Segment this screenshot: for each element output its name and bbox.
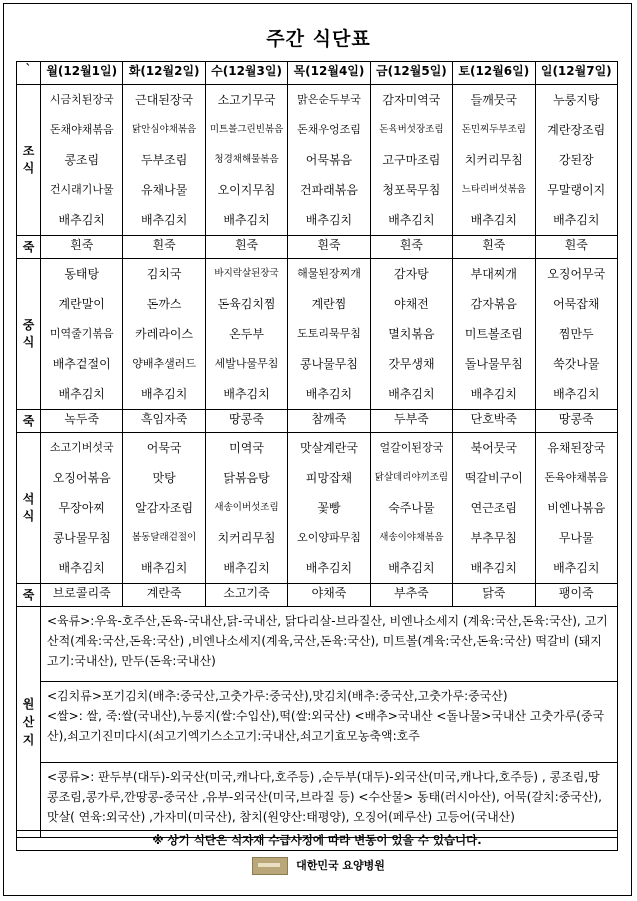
dish-item: 온두부 — [229, 327, 264, 341]
dish-item: 배추김치 — [553, 387, 600, 401]
dish-item: 배추김치 — [58, 387, 105, 401]
meal-cell — [41, 85, 123, 236]
dish-item: 돌나물무침 — [464, 357, 523, 371]
dish-item: 미트볼그린빈볶음 — [209, 124, 284, 135]
label-char: 석 — [22, 492, 35, 506]
dish-item: 돈육야채볶음 — [544, 471, 609, 484]
origin-beans-text: <콩류>: 판두부(대두)-외국산(미국,캐나다,호주등) ,순두부(대두)-외국산(미국,캐나다,호주등) , 콩조림,땅콩조림,콩가루,깐땅콩-중국산 ,유부-외국산(미국,브라질 등) <수산물> 동태(러시아산), 어묵(갈치:중국산), 맛살( 연육:외국산) ,가자미(미국산), 참치(원양산:태평양), 오징어(페루산) 고등어(국내산) — [47, 770, 602, 824]
meal-cell — [288, 433, 370, 584]
meal-cell — [453, 85, 535, 236]
dish-item: 배추김치 — [140, 561, 188, 575]
breakfast-juk-row — [17, 236, 618, 259]
dish-item: 돈채야채볶음 — [49, 123, 114, 136]
origin-rice-text: <쌀>: 쌀, 죽:쌀(국내산),누룽지(쌀:수입산),떡(쌀:외국산) <배추>국내산 <돌나물>국내산 고춧가루(중국산),쇠고기진미다시(쇠고기엑기스소고기:국내산,쇠고기효모농축액:호주 — [47, 709, 605, 743]
dinner-label — [17, 433, 41, 584]
dish-item: 배추김치 — [553, 561, 600, 575]
lunch-label — [17, 259, 41, 410]
meal-cell — [41, 259, 123, 410]
label-char: 중 — [22, 318, 35, 332]
dish-item: 오이양파무침 — [297, 531, 361, 544]
dish-item: 어묵볶음 — [305, 153, 353, 167]
juk-item: 흰죽 — [453, 236, 535, 259]
dish-item: 배추김치 — [140, 213, 188, 227]
dish-item: 맛탕 — [152, 471, 176, 485]
juk-item: 계란죽 — [123, 584, 205, 607]
meal-cell — [41, 433, 123, 584]
dish-item: 닭안심야채볶음 — [132, 124, 197, 135]
meal-cell — [205, 433, 287, 584]
dish-item: 청포묵무침 — [382, 183, 441, 197]
dish-item: 김치국 — [146, 267, 182, 281]
dish-item: 돈채우엉조림 — [297, 123, 361, 136]
origin-row — [17, 682, 618, 763]
dish-item: 유채나물 — [140, 183, 188, 197]
dish-item: 부대찌개 — [470, 267, 517, 281]
dish-item: 동태탕 — [64, 267, 100, 281]
dish-item: 멸치볶음 — [388, 327, 435, 341]
juk-label: 죽 — [17, 236, 41, 259]
dish-item: 무장아찌 — [58, 501, 105, 515]
dish-item: 계란말이 — [58, 297, 105, 311]
meal-cell — [205, 85, 287, 236]
dish-item: 강된장 — [558, 153, 594, 167]
dish-item: 꽃빵 — [317, 501, 341, 515]
corner-cell: ` — [17, 62, 41, 85]
juk-item: 팽이죽 — [535, 584, 617, 607]
dish-item: 닭볶음탕 — [223, 471, 270, 485]
dish-item: 고구마조림 — [382, 153, 441, 167]
origin-row — [17, 607, 618, 682]
meal-cell — [123, 259, 205, 410]
day-header: 화(12월2일) — [123, 62, 205, 85]
meal-cell — [535, 433, 617, 584]
dish-item: 미역줄기볶음 — [49, 327, 114, 340]
lunch-juk-row — [17, 410, 618, 433]
dish-item: 쑥갓나물 — [553, 357, 600, 371]
hospital-name: 대한민국 요양병원 — [296, 859, 385, 872]
dish-item: 두부조림 — [140, 153, 188, 167]
dish-item: 미트볼조림 — [464, 327, 523, 341]
dish-item: 어묵잡채 — [553, 297, 600, 311]
dish-item: 배추김치 — [58, 213, 105, 227]
dish-item: 감자미역국 — [382, 93, 441, 107]
dish-item: 배추김치 — [553, 213, 600, 227]
breakfast-label — [17, 85, 41, 236]
juk-item: 야채죽 — [288, 584, 370, 607]
meal-cell — [123, 433, 205, 584]
dish-item: 닭살데리야끼조림 — [374, 472, 449, 483]
dish-item: 치커리무침 — [217, 531, 276, 545]
dish-item: 감자볶음 — [470, 297, 517, 311]
label-char: 식 — [22, 161, 35, 175]
dish-item: 맑은순두부국 — [297, 93, 361, 106]
juk-item: 녹두죽 — [41, 410, 123, 433]
dish-item: 누룽지탕 — [553, 93, 600, 107]
dish-item: 계란장조림 — [547, 123, 606, 137]
label-char: 식 — [22, 509, 35, 523]
dish-item: 오이지무침 — [217, 183, 276, 197]
meal-cell — [123, 85, 205, 236]
label-char: 지 — [22, 733, 35, 747]
juk-item: 흑임자죽 — [123, 410, 205, 433]
dish-item: 무나물 — [558, 531, 594, 545]
juk-item: 흰죽 — [41, 236, 123, 259]
meal-cell — [535, 259, 617, 410]
juk-item: 소고기죽 — [205, 584, 287, 607]
dish-item: 배추김치 — [140, 387, 188, 401]
dish-item: 북어뭇국 — [470, 441, 517, 455]
meal-cell — [370, 259, 452, 410]
dish-item: 시금치된장국 — [49, 93, 114, 106]
dish-item: 배추김치 — [305, 561, 353, 575]
dish-item: 봄동달래겉절이 — [132, 532, 197, 543]
dinner-row — [17, 433, 618, 584]
meal-cell — [288, 259, 370, 410]
dish-item: 소고기무국 — [217, 93, 276, 107]
dish-item: 어묵국 — [146, 441, 182, 455]
juk-item: 단호박죽 — [453, 410, 535, 433]
meal-cell — [535, 85, 617, 236]
dish-item: 알감자조림 — [135, 501, 194, 515]
dish-item: 배추김치 — [223, 561, 270, 575]
dish-item: 콩조림 — [64, 153, 100, 167]
dish-item: 야채전 — [394, 297, 429, 311]
dish-item: 돈육버섯장조림 — [379, 124, 444, 135]
dish-item: 감자탕 — [394, 267, 429, 281]
dish-item: 숙주나물 — [388, 501, 435, 515]
juk-item: 땅콩죽 — [535, 410, 617, 433]
dish-item: 배추김치 — [305, 387, 353, 401]
juk-item: 흰죽 — [370, 236, 452, 259]
dish-item: 찜만두 — [558, 327, 594, 341]
dish-item: 건시래기나물 — [49, 183, 114, 196]
label-char: 조 — [22, 144, 35, 158]
lunch-row — [17, 259, 618, 410]
dish-item: 배추김치 — [388, 213, 435, 227]
juk-item: 땅콩죽 — [205, 410, 287, 433]
dinner-juk-row — [17, 584, 618, 607]
dish-item: 세발나물무침 — [214, 357, 279, 370]
menu-table — [16, 61, 618, 838]
dish-item: 새송이야채볶음 — [379, 532, 444, 543]
juk-label: 죽 — [17, 584, 41, 607]
dish-item: 돈까스 — [146, 297, 182, 311]
dish-item: 콩나물무침 — [52, 531, 111, 545]
day-header: 월(12월1일) — [41, 62, 123, 85]
day-header: 수(12월3일) — [205, 62, 287, 85]
dish-item: 바지락살된장국 — [214, 268, 279, 279]
origin-beans — [41, 763, 618, 838]
label-char: 원 — [22, 697, 35, 711]
origin-row — [17, 763, 618, 838]
juk-item: 흰죽 — [205, 236, 287, 259]
dish-item: 얼갈이된장국 — [379, 441, 444, 454]
label-char: 식 — [22, 335, 35, 349]
hospital-logo — [252, 857, 288, 875]
dish-item: 계란찜 — [311, 297, 347, 311]
dish-item: 무말랭이지 — [547, 183, 606, 197]
dish-item: 건파래볶음 — [299, 183, 358, 197]
dish-item: 비엔나볶음 — [547, 501, 606, 515]
juk-item: 흰죽 — [535, 236, 617, 259]
origin-meat — [41, 607, 618, 682]
dish-item: 도토리묵무침 — [297, 327, 361, 340]
dish-item: 돈육김치찜 — [217, 297, 276, 311]
dish-item: 부추무침 — [470, 531, 517, 545]
dish-item: 피망잡채 — [305, 471, 353, 485]
dish-item: 새송이버섯조림 — [214, 502, 279, 513]
juk-item: 흰죽 — [123, 236, 205, 259]
dish-item: 카레라이스 — [135, 327, 194, 341]
dish-item: 배추김치 — [470, 561, 517, 575]
dish-item: 콩나물무침 — [299, 357, 358, 371]
meal-cell — [288, 85, 370, 236]
origin-kimchi-text: <김치류>포기김치(배추:중국산,고춧가루:중국산),맛김치(배추:중국산,고춧가루:중국산) — [47, 689, 508, 703]
dish-item: 치커리무침 — [464, 153, 523, 167]
dish-item: 배추김치 — [58, 561, 105, 575]
dish-item: 연근조림 — [470, 501, 517, 515]
meal-cell — [453, 259, 535, 410]
dish-item: 유채된장국 — [547, 441, 606, 455]
juk-item: 두부죽 — [370, 410, 452, 433]
footer — [0, 857, 637, 875]
dish-item: 맛살계란국 — [299, 441, 358, 455]
day-header: 일(12월7일) — [535, 62, 617, 85]
dish-item: 미역국 — [229, 441, 264, 455]
juk-item: 브로콜리죽 — [41, 584, 123, 607]
day-header: 토(12월6일) — [453, 62, 535, 85]
origin-label — [17, 607, 41, 838]
juk-item: 참깨죽 — [288, 410, 370, 433]
origin-kimchi-rice — [41, 682, 618, 763]
juk-item: 부추죽 — [370, 584, 452, 607]
dish-item: 돈민찌두부조림 — [461, 124, 526, 135]
meal-cell — [453, 433, 535, 584]
dish-item: 갓무생채 — [388, 357, 435, 371]
dish-item: 떡갈비구이 — [464, 471, 523, 485]
juk-label: 죽 — [17, 410, 41, 433]
dish-item: 오징어무국 — [547, 267, 606, 281]
meal-cell — [370, 433, 452, 584]
dish-item: 느타리버섯볶음 — [461, 184, 526, 195]
meal-cell — [370, 85, 452, 236]
breakfast-row — [17, 85, 618, 236]
dish-item: 배추김치 — [388, 387, 435, 401]
dish-item: 배추김치 — [223, 213, 270, 227]
dish-item: 배추김치 — [388, 561, 435, 575]
dish-item: 양배추샐러드 — [132, 357, 197, 370]
notice: ※ 상기 식단은 식자재 수급사정에 따라 변동이 있을 수 있습니다. — [16, 830, 618, 851]
meal-cell — [205, 259, 287, 410]
dish-item: 배추김치 — [470, 213, 517, 227]
dish-item: 배추겉절이 — [52, 357, 111, 371]
origin-meat-text: <육류>:우육-호주산,돈육-국내산,닭-국내산, 닭다리살-브라질산, 비엔나소세지 (계육:국산,돈육:국산), 고기산적(계육:국산,돈육:국산) ,비엔나소세지(계육,국산,돈육:국산), 미트볼(계육:국산,돈육:국산) 떡갈비 (돼지고기:국내산), 만두(돈육:국내산) — [47, 614, 608, 668]
dish-item: 배추김치 — [223, 387, 270, 401]
dish-item: 해물된장찌개 — [297, 267, 361, 280]
dish-item: 들깨뭇국 — [470, 93, 517, 107]
day-header: 금(12월5일) — [370, 62, 452, 85]
dish-item: 배추김치 — [470, 387, 517, 401]
page-title: 주간 식단표 — [266, 28, 371, 50]
dish-item: 청경채해물볶음 — [214, 154, 279, 165]
juk-item: 닭죽 — [453, 584, 535, 607]
dish-item: 소고기버섯국 — [49, 441, 114, 454]
day-header: 목(12월4일) — [288, 62, 370, 85]
label-char: 산 — [22, 715, 35, 729]
juk-item: 흰죽 — [288, 236, 370, 259]
dish-item: 근대된장국 — [135, 93, 194, 107]
header-row — [17, 62, 618, 85]
dish-item: 오징어볶음 — [52, 471, 111, 485]
dish-item: 배추김치 — [305, 213, 353, 227]
